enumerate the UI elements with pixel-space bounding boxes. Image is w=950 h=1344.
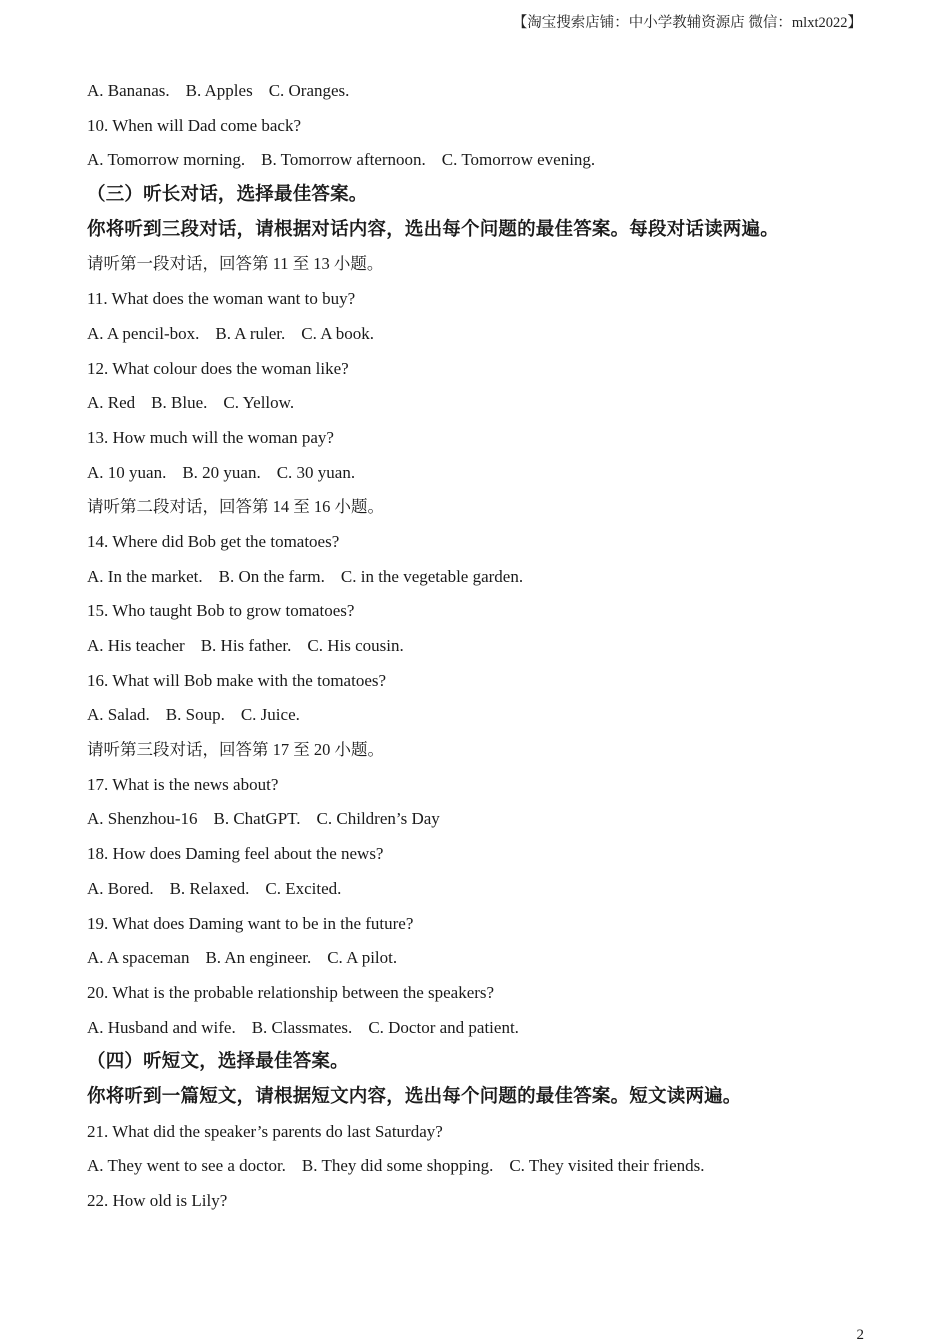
answer-option: B. On the farm. [218,566,325,586]
exam-content [87,78,877,1223]
question-text: 17. What is the news about? [87,774,279,794]
answer-option: B. An engineer. [205,948,312,968]
answer-option: A. 10 yuan. [87,462,167,482]
answer-option: B. A ruler. [215,323,286,343]
answer-option: C. in the vegetable garden. [340,566,524,586]
answer-option: A. Red [87,393,136,413]
answer-options [87,147,877,173]
answer-option: C. Tomorrow evening. [441,150,596,170]
answer-option: A. A spaceman [87,948,190,968]
answer-options [87,460,877,486]
answer-option: A. Bananas. [87,81,170,100]
answer-options [87,876,877,902]
dialogue-prompt: 请听第一段对话，回答第 11 至 13 小题。 [87,254,384,274]
question-text: 19. What does Daming want to be in the future? [87,913,414,933]
answer-options [87,806,877,832]
answer-option: C. Children’s Day [316,809,440,829]
question-text: 20. What is the probable relationship between the speakers? [87,982,495,1002]
answer-options [87,633,877,659]
answer-option: A. In the market. [87,566,203,586]
answer-options [87,945,877,971]
section-instructions: 你将听到三段对话，请根据对话内容，选出每个问题的最佳答案。每段对话读两遍。 [87,218,779,240]
answer-option: C. Doctor and patient. [368,1017,519,1037]
question-text: 22. How old is Lily? [87,1191,228,1210]
answer-option: C. Yellow. [223,393,295,413]
answer-option: A. A pencil-box. [87,323,200,343]
question-text: 21. What did the speaker’s parents do last Saturday? [87,1121,443,1141]
dialogue-prompt: 请听第三段对话，回答第 17 至 20 小题。 [87,740,384,760]
answer-option: B. Relaxed. [169,878,250,898]
answer-option: C. A book. [301,323,375,343]
answer-option: A. Bored. [87,878,154,898]
answer-option: B. They did some shopping. [301,1156,494,1176]
question-text: 15. Who taught Bob to grow tomatoes? [87,601,355,621]
answer-option: B. ChatGPT. [213,809,301,829]
question-text: 16. What will Bob make with the tomatoes? [87,670,387,690]
answer-option: C. They visited their friends. [509,1156,705,1176]
page-header: 【淘宝搜索店铺：中小学教辅资源店 微信：mlxt2022】 [512,15,862,31]
answer-option: C. Juice. [240,705,300,725]
question-text: 12. What colour does the woman like? [87,358,349,378]
answer-option: B. His father. [200,636,292,655]
answer-option: C. Excited. [265,878,342,898]
answer-options [87,390,877,416]
answer-option: C. A pilot. [327,948,398,968]
dialogue-prompt: 请听第二段对话，回答第 14 至 16 小题。 [87,497,384,517]
answer-options [87,702,877,728]
answer-option: B. Soup. [165,705,225,725]
answer-option: B. Tomorrow afternoon. [261,150,426,170]
answer-option: A. Tomorrow morning. [87,150,246,170]
answer-options [87,78,877,104]
answer-option: A. His teacher [87,636,185,655]
question-text: 13. How much will the woman pay? [87,427,334,447]
answer-option: C. 30 yuan. [276,462,356,482]
answer-option: A. They went to see a doctor. [87,1156,286,1176]
question-text: 11. What does the woman want to buy? [87,289,356,309]
answer-options [87,321,877,347]
answer-option: A. Husband and wife. [87,1017,236,1037]
question-text: 18. How does Daming feel about the news? [87,844,384,864]
answer-option: A. Salad. [87,705,150,725]
answer-option: B. Blue. [151,393,208,413]
answer-option: B. Classmates. [251,1017,353,1037]
answer-option: B. 20 yuan. [182,462,261,482]
page-number: 2 [856,1327,864,1343]
answer-option: C. Oranges. [268,81,350,100]
question-text: 10. When will Dad come back? [87,115,302,135]
answer-options [87,1015,877,1041]
answer-option: B. Apples [185,81,253,100]
answer-options [87,564,877,590]
question-text: 14. Where did Bob get the tomatoes? [87,531,340,551]
section-heading: （三）听长对话，选择最佳答案。 [87,184,368,206]
section-instructions: 你将听到一篇短文，请根据短文内容，选出每个问题的最佳答案。短文读两遍。 [87,1085,742,1107]
answer-options [87,1153,877,1179]
answer-option: C. His cousin. [307,636,404,655]
section-heading: （四）听短文，选择最佳答案。 [87,1051,349,1073]
answer-option: A. Shenzhou-16 [87,809,198,829]
